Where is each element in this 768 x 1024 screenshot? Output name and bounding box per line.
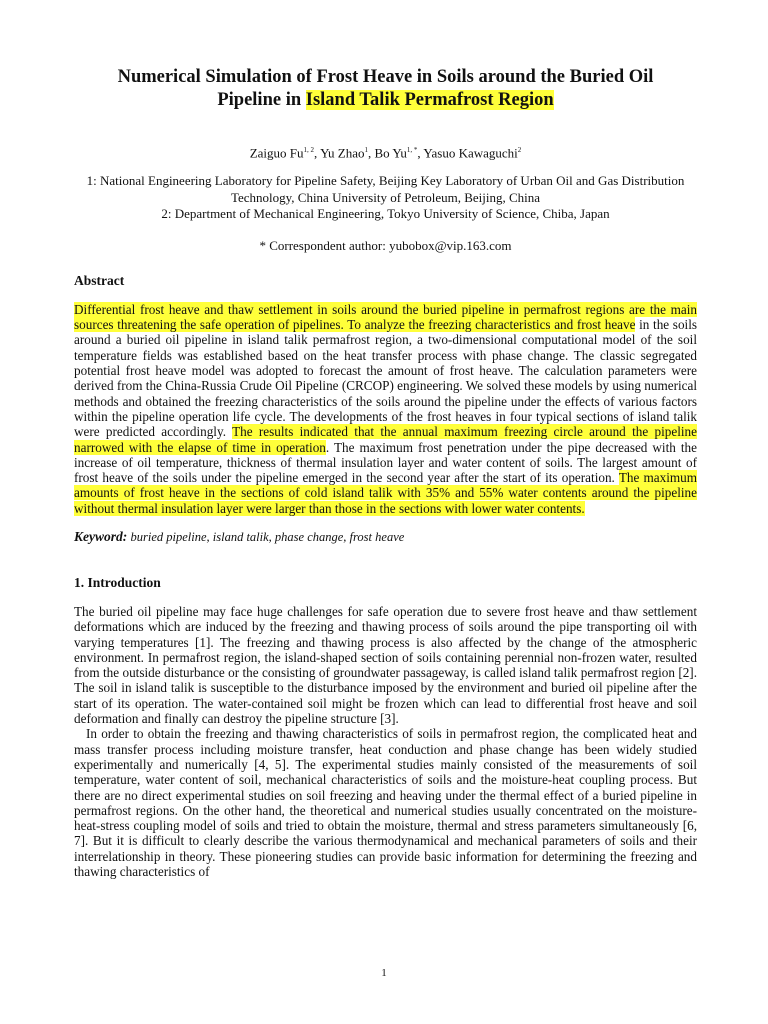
- author-name: Yasuo Kawaguchi: [423, 145, 518, 161]
- author-name: Yu Zhao: [320, 145, 365, 161]
- author-affiliation-mark: 2: [517, 146, 522, 154]
- author-separator: ,: [417, 145, 424, 161]
- abstract-body: [74, 302, 697, 516]
- author-list: [74, 142, 697, 161]
- author-name: Bo Yu: [374, 145, 407, 161]
- author-separator: ,: [314, 145, 321, 161]
- introduction-body: [74, 604, 697, 879]
- abstract-highlight-3: The maximum amounts of frost heave in the sections of cold island talik with 35% and 55% water contents around the pipeline without thermal insulation layer were larger than those in the sections with lower water contents.: [74, 470, 697, 516]
- abstract-highlight-1: Differential frost heave and thaw settlement in soils around the buried pipeline in permafrost regions are the main sources threatening the safe operation of pipelines. To analyze the freezing characteristics and frost heave: [74, 301, 697, 333]
- abstract-heading: Abstract: [74, 272, 125, 288]
- keyword-list: buried pipeline, island talik, phase change, frost heave: [130, 529, 405, 544]
- affiliations: [74, 173, 697, 223]
- author-affiliation-mark: 1, 2: [303, 146, 315, 154]
- abstract-highlight-2: The results indicated that the annual maximum freezing circle around the pipeline narrowed with the elapse of time in operation: [74, 424, 697, 455]
- paper-title: [74, 66, 697, 112]
- introduction-paragraph-2: In order to obtain the freezing and thawing characteristics of soils in permafrost region, the complicated heat and mass transfer process including moisture transfer, heat conduction and phase change has been widely studied experimentally and numerically [4, 5]. The experimental studies mainly consisted of the measurements of soil temperature, water content of soil, mechanical characteristics of soils and the moisture-heat coupling process. But there are no direct experimental studies on soil freezing and heaving under the thermal effect of a buried pipeline in permafrost regions. On the other hand, the theoretical and numerical studies usually concentrated on the moisture-heat-stress coupling model of soils and tried to obtain the moisture, thermal and stress parameters simultaneously [6, 7]. But it is difficult to clearly describe the various thermodynamical and mechanical parameters of soils and their interrelationship in theory. These pioneering studies can provide basic information for determining the freezing and thawing characteristics of: [74, 726, 697, 880]
- introduction-heading: 1. Introduction: [74, 574, 161, 590]
- paper-page: [74, 66, 697, 879]
- keywords: [74, 528, 697, 546]
- author-separator: ,: [367, 145, 375, 161]
- title-line-2-prefix: Pipeline in: [217, 90, 306, 110]
- affiliation-2: 2: Department of Mechanical Engineering, Tokyo University of Science, Chiba, Japan: [161, 206, 610, 222]
- keyword-label: Keyword:: [74, 528, 128, 544]
- correspondent-author: * Correspondent author: yubobox@vip.163.com: [259, 237, 512, 253]
- affiliation-1: 1: National Engineering Laboratory for Pipeline Safety, Beijing Key Laboratory of Urban Oil and Gas Distribution Technology, China University of Petroleum, Beijing, China: [86, 173, 685, 205]
- introduction-paragraph-1: The buried oil pipeline may face huge challenges for safe operation due to severe frost heave and thaw settlement deformations which are induced by the freezing and thawing process of soils around the pipe transporting oil with varying temperatures [1]. The freezing and thawing process is also affected by the change of the atmospheric environment. In permafrost region, the island-shaped section of soils containing perennial non-frozen water, resulted from the outside disturbance or the consisting of groundwater passageway, is called island talik permafrost region [2]. The soil in island talik is susceptible to the disturbance imposed by the environment and buried oil pipeline after the start of its operation. The water-contained soil might be frozen which can lead to differential frost heave and soil deformation and finally can destroy the pipeline structure [3].: [74, 603, 697, 727]
- title-highlighted-text: Island Talik Permafrost Region: [305, 90, 554, 110]
- abstract-text-1: in the soils around a buried oil pipeline in island talik permafrost region, a two-dimensional computational model of the soil temperature fields was established based on the heat transfer process with phase change. The classic segregated potential frost heave model was adopted to forecast the amount of frost heave. The calculation parameters were derived from the China-Russia Crude Oil Pipeline (CRCOP) engineering. We solved these models by using numerical methods and obtained the freezing characteristics of the soils around the pipeline under the effects of various factors within the pipeline operation life cycle. The developments of the frost heaves in four typical sections of island talik were predicted accordingly.: [74, 317, 697, 440]
- author-name: Zaiguo Fu: [249, 145, 304, 161]
- page-number: 1: [381, 967, 387, 979]
- abstract-text-2: . The maximum frost penetration under the pipe decreased with the increase of oil temperature, thickness of thermal insulation layer and water content of soils. The largest amount of frost heave of the soils under the pipeline emerged in the second year after the start of its operation.: [74, 439, 697, 486]
- author-affiliation-mark: 1, *: [406, 146, 418, 154]
- author-affiliation-mark: 1: [364, 146, 368, 154]
- title-line-1: Numerical Simulation of Frost Heave in Soils around the Buried Oil: [117, 67, 654, 87]
